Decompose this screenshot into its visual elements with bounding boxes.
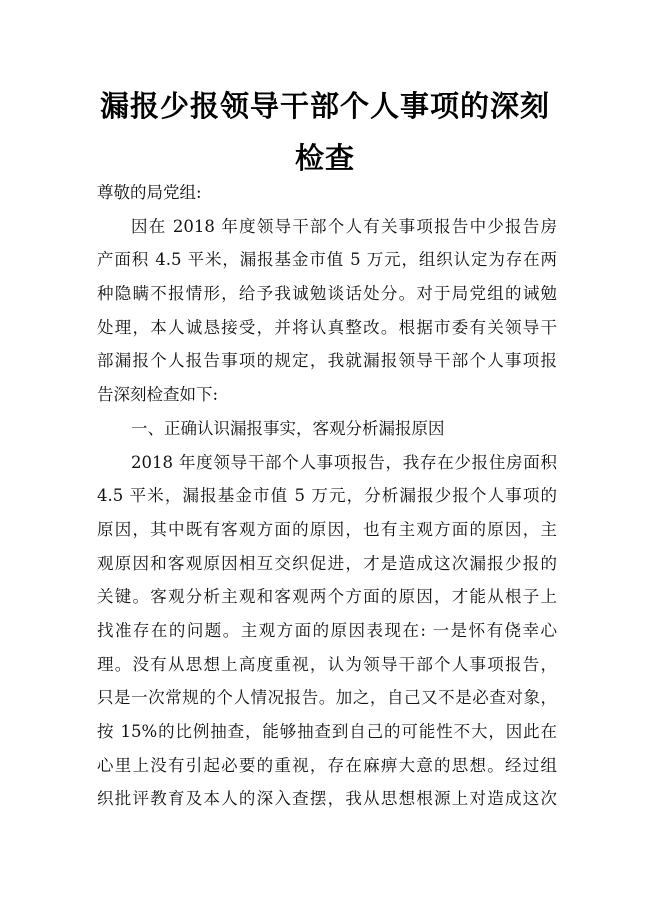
paragraph-line: 产面积 4.5 平米，漏报基金市值 5 万元，组织认定为存在两 bbox=[97, 250, 557, 270]
paragraph-line: 心里上没有引起必要的重视，存在麻痹大意的思想。经过组 bbox=[97, 755, 557, 775]
paragraph-line: 种隐瞒不报情形，给予我诚勉谈话处分。对于局党组的诫勉 bbox=[97, 284, 557, 304]
paragraph-2 bbox=[97, 446, 557, 817]
document-body bbox=[97, 176, 557, 816]
paragraph-line: 处理，本人诚恳接受，并将认真整改。根据市委有关领导干 bbox=[97, 317, 557, 337]
section-heading-1: 一、正确认识漏报事实，客观分析漏报原因 bbox=[131, 418, 445, 438]
salutation: 尊敬的局党组: bbox=[97, 183, 202, 202]
paragraph-line: 原因，其中既有客观方面的原因，也有主观方面的原因，主 bbox=[97, 519, 557, 539]
paragraph-line: 关键。客观分析主观和客观两个方面的原因，才能从根子上 bbox=[97, 587, 557, 607]
document-title-line-2: 检查 bbox=[294, 141, 355, 175]
paragraph-line: 部漏报个人报告事项的规定，我就漏报领导干部个人事项报 bbox=[97, 351, 557, 371]
paragraph-line: 只是一次常规的个人情况报告。加之，自己又不是必查对象， bbox=[97, 688, 557, 708]
paragraph-1 bbox=[97, 210, 557, 412]
paragraph-line: 找准存在的问题。主观方面的原因表现在: 一是怀有侥幸心 bbox=[97, 620, 557, 640]
paragraph-line: 观原因和客观原因相互交织促进，才是造成这次漏报少报的 bbox=[97, 553, 557, 573]
paragraph-line: 按 15%的比例抽查，能够抽查到自己的可能性不大，因此在 bbox=[97, 722, 557, 741]
paragraph-line: 4.5 平米，漏报基金市值 5 万元，分析漏报少报个人事项的 bbox=[97, 486, 557, 506]
paragraph-line: 理。没有从思想上高度重视，认为领导干部个人事项报告， bbox=[97, 654, 557, 674]
paragraph-line: 2018 年度领导干部个人事项报告，我存在少报住房面积 bbox=[131, 452, 557, 472]
document-title-line-1: 漏报少报领导干部个人事项的深刻 bbox=[99, 89, 550, 123]
paragraph-line: 因在 2018 年度领导干部个人有关事项报告中少报告房 bbox=[131, 216, 557, 236]
paragraph-line: 织批评教育及本人的深入查摆，我从思想根源上对造成这次 bbox=[97, 789, 557, 809]
paragraph-line: 告深刻检查如下: bbox=[97, 385, 219, 405]
